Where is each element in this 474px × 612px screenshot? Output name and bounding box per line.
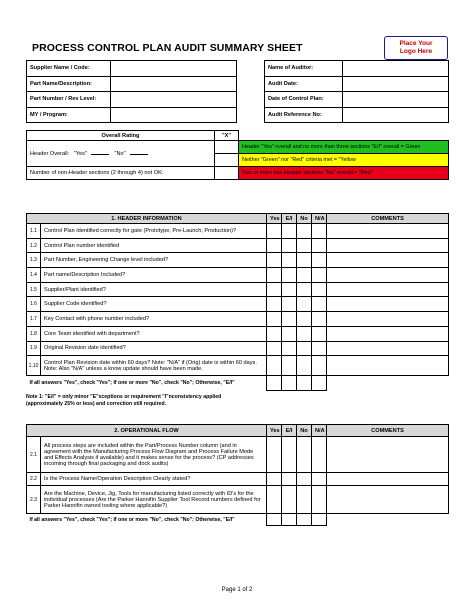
summary-row <box>27 514 449 526</box>
no-box[interactable] <box>297 297 312 312</box>
table-row <box>27 437 449 473</box>
audit-date-field[interactable] <box>343 76 449 92</box>
spacer <box>237 92 265 108</box>
na-box[interactable] <box>312 224 327 239</box>
na-box[interactable] <box>312 341 327 356</box>
audit-ref-field[interactable] <box>343 107 449 123</box>
yes-box[interactable] <box>267 253 282 268</box>
summary-ei-box[interactable] <box>282 514 297 526</box>
row-number: 1.4 <box>27 268 41 283</box>
program-label: MY / Program: <box>27 107 111 123</box>
ei-box[interactable] <box>282 341 297 356</box>
section-2-heading: 2. OPERATIONAL FLOW <box>27 425 267 437</box>
row-text: Key Contact with phone number included? <box>41 312 267 327</box>
col-yes: Yes <box>267 425 282 437</box>
na-box[interactable] <box>312 238 327 253</box>
col-no: No <box>297 425 312 437</box>
na-box[interactable] <box>312 297 327 312</box>
row-number: 1.5 <box>27 282 41 297</box>
no-box[interactable] <box>297 473 312 486</box>
no-box[interactable] <box>297 341 312 356</box>
ei-box[interactable] <box>282 473 297 486</box>
row-text: Control Plan number identified <box>41 238 267 253</box>
page-title: PROCESS CONTROL PLAN AUDIT SUMMARY SHEET <box>32 42 303 54</box>
operational-flow-table <box>26 424 449 526</box>
row-text: Part Number, Engineering Change level included? <box>41 253 267 268</box>
ei-box[interactable] <box>282 224 297 239</box>
comments-cell[interactable] <box>327 486 449 514</box>
row-text: All process steps are included within the Part/Process Number column (and in agreement with the Manufacturing Process Flow Diagram and Process Failure Mode and Effects Analysis if available) and it makes sense for the process? (CP addresses incoming through final packaging and dock audits) <box>41 437 267 473</box>
no-box[interactable] <box>297 253 312 268</box>
na-box[interactable] <box>312 253 327 268</box>
green-x-cell[interactable] <box>215 141 239 154</box>
note-1 <box>26 394 221 407</box>
yes-box[interactable] <box>267 268 282 283</box>
comments-cell[interactable] <box>327 473 449 486</box>
table-row <box>27 297 449 312</box>
na-box[interactable] <box>312 282 327 297</box>
no-box[interactable] <box>297 437 312 473</box>
control-plan-date-field[interactable] <box>343 92 449 108</box>
no-box[interactable] <box>297 356 312 376</box>
ei-box[interactable] <box>282 326 297 341</box>
row-text: Control Plan Revision date within 60 days? Note: "N/A" if (Orig) date is within 60 days. Note: Also "N/A" unless a know update should have been made. <box>41 356 267 376</box>
ei-box[interactable] <box>282 282 297 297</box>
comments-cell[interactable] <box>327 356 449 376</box>
header-overall-label: Header Overall: <box>30 150 70 157</box>
row-number: 1.7 <box>27 312 41 327</box>
row-text: Core Team identified with department? <box>41 326 267 341</box>
part-number-label: Part Number / Rev Level: <box>27 92 111 108</box>
header-overall-cell <box>27 141 215 167</box>
yes-box[interactable] <box>267 437 282 473</box>
na-box[interactable] <box>312 486 327 514</box>
comments-cell[interactable] <box>327 282 449 297</box>
table-row <box>27 326 449 341</box>
spacer <box>237 76 265 92</box>
red-criteria: Two or more non-Header sections "No" overall = "Red" <box>239 167 449 180</box>
spacer <box>237 61 265 77</box>
yellow-x-cell[interactable] <box>215 154 239 167</box>
na-box[interactable] <box>312 268 327 283</box>
summary-no-box[interactable] <box>297 376 312 391</box>
col-no: No <box>297 214 312 224</box>
header-no-line[interactable] <box>130 154 148 155</box>
row-number: 2.1 <box>27 437 41 473</box>
logo-line-1: Place Your <box>399 40 433 47</box>
row-number: 2.3 <box>27 486 41 514</box>
summary-no-box[interactable] <box>297 514 312 526</box>
section-1-heading: 1. HEADER INFORMATION <box>27 214 267 224</box>
part-name-label: Part Name/Description: <box>27 76 111 92</box>
row-number: 1.6 <box>27 297 41 312</box>
spacer <box>237 107 265 123</box>
comments-cell[interactable] <box>327 341 449 356</box>
spacer <box>327 514 449 526</box>
no-box[interactable] <box>297 268 312 283</box>
col-ei: E/I <box>282 425 297 437</box>
ei-box[interactable] <box>282 297 297 312</box>
row-number: 1.10 <box>27 356 41 376</box>
header-yes-line[interactable] <box>91 154 109 155</box>
table-row <box>27 312 449 327</box>
ei-box[interactable] <box>282 356 297 376</box>
na-box[interactable] <box>312 312 327 327</box>
comments-cell[interactable] <box>327 268 449 283</box>
comments-cell[interactable] <box>327 437 449 473</box>
header-no-label: "No" <box>114 150 126 157</box>
program-field[interactable] <box>111 107 237 123</box>
table-row <box>27 473 449 486</box>
yes-box[interactable] <box>267 282 282 297</box>
na-box[interactable] <box>312 356 327 376</box>
row-text: Original Revision date identified? <box>41 341 267 356</box>
row-number: 2.2 <box>27 473 41 486</box>
summary-na-box[interactable] <box>312 376 327 391</box>
summary-yes-box[interactable] <box>267 514 282 526</box>
info-table <box>26 60 449 123</box>
overall-rating-label: Overall Rating <box>27 131 215 141</box>
green-criteria: Header "Yes" overall and no more than three sections "E/I" overall = Green <box>239 141 449 154</box>
table-row <box>27 356 449 376</box>
na-box[interactable] <box>312 437 327 473</box>
yes-box[interactable] <box>267 473 282 486</box>
ei-box[interactable] <box>282 437 297 473</box>
note-1-line-2: (approximately 25% or less) and correction still required. <box>26 400 167 407</box>
control-plan-date-label: Date of Control Plan: <box>265 92 343 108</box>
section-2-answers-note: If all answers "Yes", check "Yes"; If one or more "No", check "No"; Otherwise, "E/I" <box>29 516 235 523</box>
ei-box[interactable] <box>282 486 297 514</box>
col-ei: E/I <box>282 214 297 224</box>
no-box[interactable] <box>297 312 312 327</box>
supplier-field[interactable] <box>111 61 237 77</box>
part-name-field[interactable] <box>111 76 237 92</box>
ei-box[interactable] <box>282 238 297 253</box>
na-box[interactable] <box>312 326 327 341</box>
row-text: Supplier Code identified? <box>41 297 267 312</box>
spacer <box>239 131 449 141</box>
table-row <box>27 268 449 283</box>
yes-box[interactable] <box>267 224 282 239</box>
yellow-criteria: Neither "Green" nor "Red" criteria met = "Yellow <box>239 154 449 167</box>
comments-cell[interactable] <box>327 238 449 253</box>
audit-date-label: Audit Date: <box>265 76 343 92</box>
col-na: N/A <box>312 425 327 437</box>
yes-box[interactable] <box>267 297 282 312</box>
header-yes-label: "Yes" <box>73 150 87 157</box>
logo-line-2: Logo Here <box>399 48 433 55</box>
supplier-label: Supplier Name / Code: <box>27 61 111 77</box>
page-footer: Page 1 of 2 <box>221 587 253 593</box>
table-row <box>27 282 449 297</box>
summary-row <box>27 376 449 391</box>
logo-placeholder <box>384 36 448 60</box>
red-x-cell[interactable] <box>215 167 239 180</box>
comments-cell[interactable] <box>327 224 449 239</box>
table-row <box>27 341 449 356</box>
audit-ref-label: Audit Reference No: <box>265 107 343 123</box>
yes-box[interactable] <box>267 356 282 376</box>
table-row <box>27 486 449 514</box>
na-box[interactable] <box>312 473 327 486</box>
col-comments: COMMENTS <box>327 425 449 437</box>
comments-cell[interactable] <box>327 326 449 341</box>
x-column-label: "X" <box>215 131 239 141</box>
auditor-label: Name of Auditor: <box>265 61 343 77</box>
row-text: Part name/Description Included? <box>41 268 267 283</box>
row-number: 1.1 <box>27 224 41 239</box>
row-number: 1.8 <box>27 326 41 341</box>
no-box[interactable] <box>297 486 312 514</box>
table-row <box>27 253 449 268</box>
yes-box[interactable] <box>267 486 282 514</box>
ei-box[interactable] <box>282 253 297 268</box>
table-row <box>27 224 449 239</box>
no-box[interactable] <box>297 238 312 253</box>
comments-cell[interactable] <box>327 297 449 312</box>
ei-box[interactable] <box>282 312 297 327</box>
no-box[interactable] <box>297 282 312 297</box>
col-comments: COMMENTS <box>327 214 449 224</box>
row-text: Are the Machine, Device, Jig, Tools for manufacturing listed correctly with ID's for the individual processes (Are the Parker Hannifin Supplier Tool Record numbers defined for Parker Hannifin owned tooling where applicable?) <box>41 486 267 514</box>
row-number: 1.3 <box>27 253 41 268</box>
yes-box[interactable] <box>267 326 282 341</box>
yes-box[interactable] <box>267 238 282 253</box>
col-yes: Yes <box>267 214 282 224</box>
part-number-field[interactable] <box>111 92 237 108</box>
spacer <box>327 376 449 391</box>
ei-box[interactable] <box>282 268 297 283</box>
section-1-answers-note: If all answers "Yes", check "Yes"; If one or more "No", check "No"; Otherwise, "E/I" <box>29 380 235 387</box>
auditor-field[interactable] <box>343 61 449 77</box>
row-text: Is the Process Name/Operation Description Clearly stated? <box>41 473 267 486</box>
col-na: N/A <box>312 214 327 224</box>
comments-cell[interactable] <box>327 312 449 327</box>
non-header-label: Number of non-Header sections (2 through 4) not OK: <box>27 167 215 180</box>
header-information-table <box>26 213 449 391</box>
note-1-line-1: Note 1: "E/I" = only minor "E"xceptions or requirement "I"nconsistency applied <box>26 394 222 400</box>
overall-rating-table <box>26 130 449 180</box>
row-number: 1.9 <box>27 341 41 356</box>
summary-na-box[interactable] <box>312 514 327 526</box>
row-text: Supplier/Plant identified? <box>41 282 267 297</box>
yes-box[interactable] <box>267 312 282 327</box>
yes-box[interactable] <box>267 341 282 356</box>
no-box[interactable] <box>297 326 312 341</box>
comments-cell[interactable] <box>327 253 449 268</box>
row-text: Control Plan identified correctly for gate (Prototype, Pre-Launch, Production)? <box>41 224 267 239</box>
summary-ei-box[interactable] <box>282 376 297 391</box>
table-row <box>27 238 449 253</box>
no-box[interactable] <box>297 224 312 239</box>
row-number: 1.2 <box>27 238 41 253</box>
summary-yes-box[interactable] <box>267 376 282 391</box>
